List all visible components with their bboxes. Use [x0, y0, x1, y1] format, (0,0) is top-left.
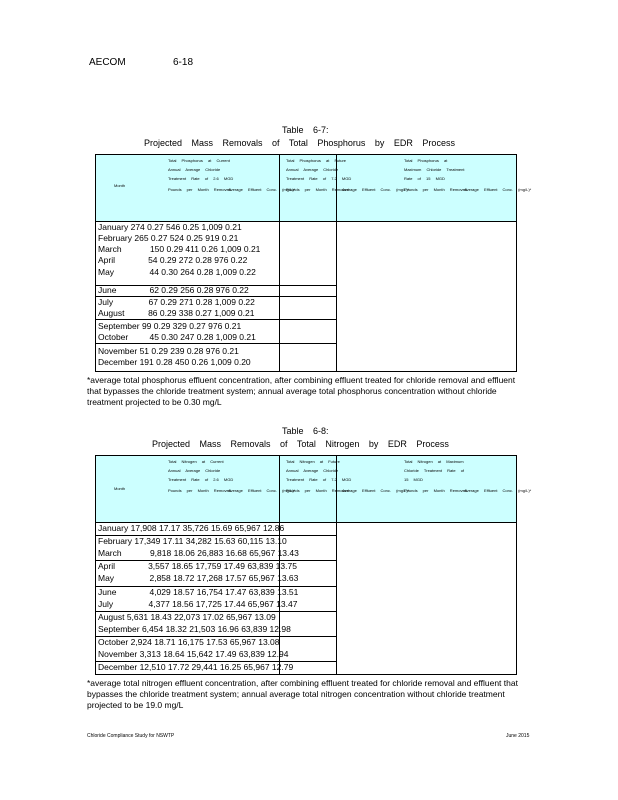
table1-row: January 274 0.27 546 0.25 1,009 0.21 — [98, 222, 242, 232]
t2-col1-h3: Treatment Rate of 2.6 MGD — [168, 477, 234, 482]
table2-row: February 17,349 17.11 34,282 15.63 60,115 13.10 — [98, 536, 287, 546]
table2-row: June 4,029 18.57 16,754 17.47 63,839 13.51 — [98, 587, 299, 597]
table2 — [95, 455, 532, 675]
table1-row: September 99 0.29 329 0.27 976 0.21 — [98, 321, 242, 331]
table1-header — [96, 155, 532, 222]
t2-col3-s2: Average Effluent Conc. (mg/L)* — [464, 488, 532, 493]
t1-col1-h3: Treatment Rate of 2.6 MGD — [168, 176, 234, 181]
table2-label: Table 6-8: — [282, 426, 329, 436]
t2-col1-s1: Pounds per Month Removed — [168, 488, 231, 493]
table1-row: July 67 0.29 271 0.28 1,009 0.22 — [98, 297, 255, 307]
table1-row: March 150 0.29 411 0.26 1,009 0.21 — [98, 244, 261, 254]
header-page-number: 6-18 — [173, 57, 194, 68]
t1-col1-s1: Pounds per Month Removed — [168, 187, 231, 192]
table1 — [95, 154, 532, 372]
t1-col3-s1: Pounds per Month Removed — [404, 187, 467, 192]
table1-row: February 265 0.27 524 0.25 919 0.21 — [98, 233, 239, 243]
table1-row: November 51 0.29 239 0.28 976 0.21 — [98, 346, 239, 356]
t1-col2-h3: Treatment Rate of 7.2 MGD — [286, 176, 352, 181]
table1-note: *average total phosphorus effluent concentration, after combining effluent treated for chloride removal and effluent that bypasses the chloride treatment system; annual average total phosphorus concentration without chloride treatment projected to be 0.30 mg/L — [87, 375, 516, 407]
table2-month-label: Month — [114, 486, 126, 491]
table1-row: August 86 0.29 338 0.27 1,009 0.21 — [98, 308, 255, 318]
t1-col2-s1: Pounds per Month Removed — [286, 187, 349, 192]
t1-col3-s2: Average Effluent Conc. (mg/L)* — [464, 187, 532, 192]
t2-col2-h1: Total Nitrogen at Future — [286, 459, 340, 464]
table2-row: May 2,858 18.72 17,268 17.57 65,967 13.63 — [98, 573, 299, 583]
t1-col3-h3: Rate of 15 MGD — [404, 176, 445, 181]
table1-title: Projected Mass Removals of Total Phosphorus by EDR Process — [144, 138, 455, 148]
table2-row: March 9,818 18.06 26,883 16.68 65,967 13.43 — [98, 548, 299, 558]
table2-header — [96, 456, 532, 523]
table2-row: April 3,557 18.65 17,759 17.49 63,839 13.75 — [98, 561, 297, 571]
t1-col2-s2: Average Effluent Conc. (mg/L)* — [342, 187, 410, 192]
t2-col1-h1: Total Nitrogen at Current — [168, 459, 224, 464]
table2-row: August 5,631 18.43 22,073 17.02 65,967 13.09 — [98, 612, 276, 622]
table2-row: January 17,908 17.17 35,726 15.69 65,967 12.86 — [98, 523, 285, 533]
table1-month-label: Month — [114, 183, 126, 188]
t2-col1-h2: Annual Average Chloride — [168, 468, 221, 473]
t1-col2-h2: Annual Average Chloride — [286, 167, 339, 172]
t2-col3-h2: Chloride Treatment Rate of — [404, 468, 465, 473]
t2-col1-s2: Average Effluent Conc. (mg/L)* — [228, 488, 296, 493]
table1-row: June 62 0.29 256 0.28 976 0.22 — [98, 285, 249, 295]
t2-col3-h1: Total Nitrogen at Maximum — [404, 459, 464, 464]
footer-date: June 2015 — [506, 733, 530, 739]
table2-row: October 2,924 18.71 16,175 17.53 65,967 13.08 — [98, 637, 280, 647]
t2-col3-h3: 15 MGD — [404, 477, 423, 482]
table1-row: April 54 0.29 272 0.28 976 0.22 — [98, 255, 248, 265]
t2-col2-h2: Annual Average Chloride — [286, 468, 339, 473]
t2-col3-s1: Pounds per Month Removed — [404, 488, 467, 493]
header-org: AECOM — [89, 57, 126, 68]
table1-row: May 44 0.30 264 0.28 1,009 0.22 — [98, 267, 256, 277]
t1-col3-h1: Total Phosphorus at — [404, 158, 448, 163]
t1-col2-h1: Total Phosphorus at Future — [286, 158, 347, 163]
table2-note: *average total nitrogen effluent concentration, after combining effluent treated for chloride removal and effluent that bypasses the chloride treatment system; annual average total nitrogen concentration without chloride treatment projected to be 19.0 mg/L — [87, 678, 518, 710]
table2-title: Projected Mass Removals of Total Nitrogen by EDR Process — [152, 439, 449, 449]
t1-col1-s2: Average Effluent Conc. (mg/L)* — [228, 187, 296, 192]
t1-col1-h1: Total Phosphorus at Current — [168, 158, 230, 163]
t1-col1-h2: Annual Average Chloride — [168, 167, 221, 172]
table1-label: Table 6-7: — [282, 125, 329, 135]
footer-title: Chloride Compliance Study for NSWTP — [87, 733, 175, 739]
table2-row: July 4,377 18.56 17,725 17.44 65,967 13.47 — [98, 599, 298, 609]
table1-row: October 45 0.30 247 0.28 1,009 0.21 — [98, 332, 256, 342]
t2-col2-s1: Pounds per Month Removed — [286, 488, 349, 493]
t2-col2-s2: Average Effluent Conc. (mg/L)* — [342, 488, 410, 493]
table2-row: September 6,454 18.32 21,503 16.96 63,839 12.98 — [98, 624, 291, 634]
table2-row: December 12,510 17.72 29,441 16.25 65,967 12.79 — [98, 662, 294, 672]
table2-row: November 3,313 18.64 15,642 17.49 63,839 12.94 — [98, 649, 289, 659]
table1-row: December 191 0.28 450 0.26 1,009 0.20 — [98, 357, 251, 367]
t1-col3-h2: Maximum Chloride Treatment — [404, 167, 465, 172]
t2-col2-h3: Treatment Rate of 7.2 MGD — [286, 477, 352, 482]
